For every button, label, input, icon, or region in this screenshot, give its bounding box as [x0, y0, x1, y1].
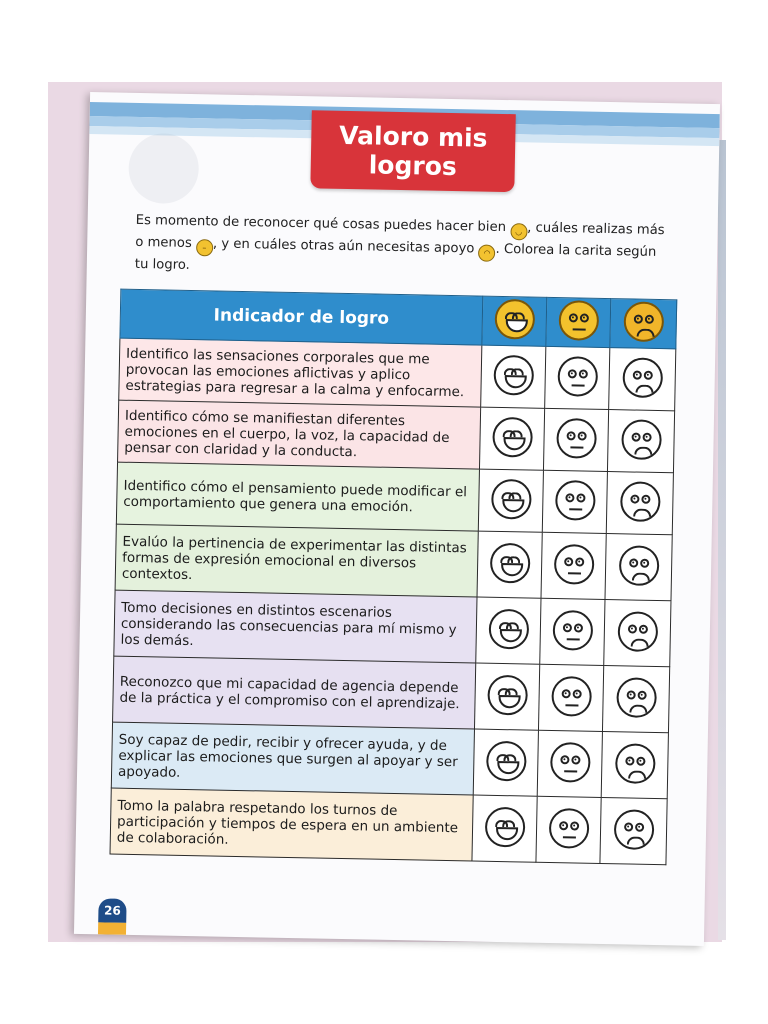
- table-row: [119, 338, 676, 411]
- color-face-cell[interactable]: [607, 410, 674, 473]
- color-face-cell[interactable]: [545, 346, 610, 409]
- color-face-cell[interactable]: [477, 531, 542, 598]
- indicator-text: Tomo la palabra respetando los turnos de participación y tiempos de espera en un ambiente de colaboración.: [110, 788, 473, 861]
- table-row: [110, 788, 667, 865]
- page-title: Valoro mis logros: [338, 120, 488, 182]
- indicator-text: Identifico cómo el pensamiento puede modificar el comportamiento que genera una emoción.: [116, 462, 479, 531]
- sad-face-icon: [623, 301, 664, 342]
- color-face-cell[interactable]: [542, 470, 607, 533]
- sad-face-icon[interactable]: [622, 357, 663, 398]
- intro-text-4: . Colorea la carita según tu logro.: [134, 241, 657, 273]
- neutral-face-icon[interactable]: [549, 741, 590, 782]
- table-row: [113, 656, 670, 733]
- table-row: [116, 462, 673, 535]
- neutral-face-icon[interactable]: [555, 480, 596, 521]
- neutral-face-icon[interactable]: [548, 807, 589, 848]
- intro-paragraph: [135, 211, 666, 285]
- color-face-cell[interactable]: [478, 469, 543, 532]
- color-face-cell[interactable]: [541, 532, 606, 599]
- bleed-through-shape: [128, 133, 199, 204]
- header-face-sad: [610, 299, 677, 349]
- sad-face-icon[interactable]: [613, 809, 654, 850]
- table-row: [115, 524, 672, 601]
- header-face-smile: [482, 296, 547, 346]
- neutral-face-icon: –: [196, 239, 213, 256]
- book-page: [74, 92, 720, 946]
- neutral-face-icon[interactable]: [556, 418, 597, 459]
- sad-face-icon[interactable]: [618, 545, 659, 586]
- indicator-text: Reconozco que mi capacidad de agencia depende de la práctica y el compromiso con el aprendizaje.: [113, 656, 476, 729]
- header-face-neutral: [546, 297, 611, 347]
- sad-face-icon: ◠: [478, 245, 495, 262]
- table-row: [111, 722, 668, 799]
- color-face-cell[interactable]: [473, 729, 538, 796]
- intro-text-1: Es momento de reconocer qué cosas puedes hacer bien: [135, 212, 507, 236]
- neutral-face-icon: [558, 300, 599, 341]
- smile-face-icon: ◡: [510, 223, 527, 240]
- color-face-cell[interactable]: [605, 534, 672, 601]
- color-face-cell[interactable]: [479, 407, 544, 470]
- smile-face-icon[interactable]: [491, 478, 532, 519]
- table-row: [118, 400, 675, 473]
- achievement-table: [110, 289, 678, 866]
- color-face-cell[interactable]: [472, 795, 537, 862]
- intro-text-2: , cuáles realizas más o menos: [135, 220, 665, 252]
- neutral-face-icon[interactable]: [551, 675, 592, 716]
- sad-face-icon[interactable]: [616, 677, 657, 718]
- color-face-cell[interactable]: [606, 472, 673, 535]
- sad-face-icon[interactable]: [620, 481, 661, 522]
- page-number-tab: [98, 922, 126, 935]
- color-face-cell[interactable]: [540, 598, 605, 665]
- neutral-face-icon[interactable]: [552, 610, 593, 651]
- color-face-cell[interactable]: [601, 731, 668, 798]
- intro-text-3: , y en cuáles otras aún necesitas apoyo: [212, 236, 475, 257]
- color-face-cell[interactable]: [609, 348, 676, 411]
- indicator-text: Identifico cómo se manifiestan diferentes emociones en el cuerpo, la voz, la capacidad de pensar con claridad y la conducta.: [118, 400, 481, 469]
- indicator-text: Identifico las sensaciones corporales que me provocan las emociones aflictivas y aplico estrategias para regresar a la calma y enfocarme.: [119, 338, 482, 407]
- color-face-cell[interactable]: [537, 730, 602, 797]
- smile-face-icon[interactable]: [492, 416, 533, 457]
- sad-face-icon[interactable]: [617, 611, 658, 652]
- page-number: 26: [98, 898, 126, 923]
- color-face-cell[interactable]: [600, 797, 667, 864]
- indicator-text: Tomo decisiones en distintos escenarios considerando las consecuencias para mí mismo y los demás.: [114, 590, 477, 663]
- smile-face-icon[interactable]: [488, 608, 529, 649]
- sad-face-icon[interactable]: [621, 419, 662, 460]
- color-face-cell[interactable]: [536, 796, 601, 863]
- indicator-header: Indicador de logro: [120, 289, 483, 345]
- neutral-face-icon[interactable]: [557, 356, 598, 397]
- smile-face-icon[interactable]: [484, 806, 525, 847]
- color-face-cell[interactable]: [602, 665, 669, 732]
- smile-face-icon: [494, 298, 535, 339]
- color-face-cell[interactable]: [474, 663, 539, 730]
- indicator-text: Evalúo la pertinencia de experimentar las distintas formas de expresión emocional en diversos contextos.: [115, 524, 478, 597]
- sad-face-icon[interactable]: [614, 743, 655, 784]
- color-face-cell[interactable]: [604, 600, 671, 667]
- table-row: [114, 590, 671, 667]
- smile-face-icon[interactable]: [487, 674, 528, 715]
- smile-face-icon[interactable]: [489, 542, 530, 583]
- color-face-cell[interactable]: [481, 345, 546, 408]
- neutral-face-icon[interactable]: [553, 544, 594, 585]
- smile-face-icon[interactable]: [486, 740, 527, 781]
- color-face-cell[interactable]: [538, 664, 603, 731]
- smile-face-icon[interactable]: [493, 354, 534, 395]
- title-banner: [310, 110, 515, 192]
- indicator-text: Soy capaz de pedir, recibir y ofrecer ayuda, y de explicar las emociones que surgen al apoyar y ser apoyado.: [111, 722, 474, 795]
- color-face-cell[interactable]: [543, 408, 608, 471]
- color-face-cell[interactable]: [476, 597, 541, 664]
- book-page-edge: [718, 140, 726, 940]
